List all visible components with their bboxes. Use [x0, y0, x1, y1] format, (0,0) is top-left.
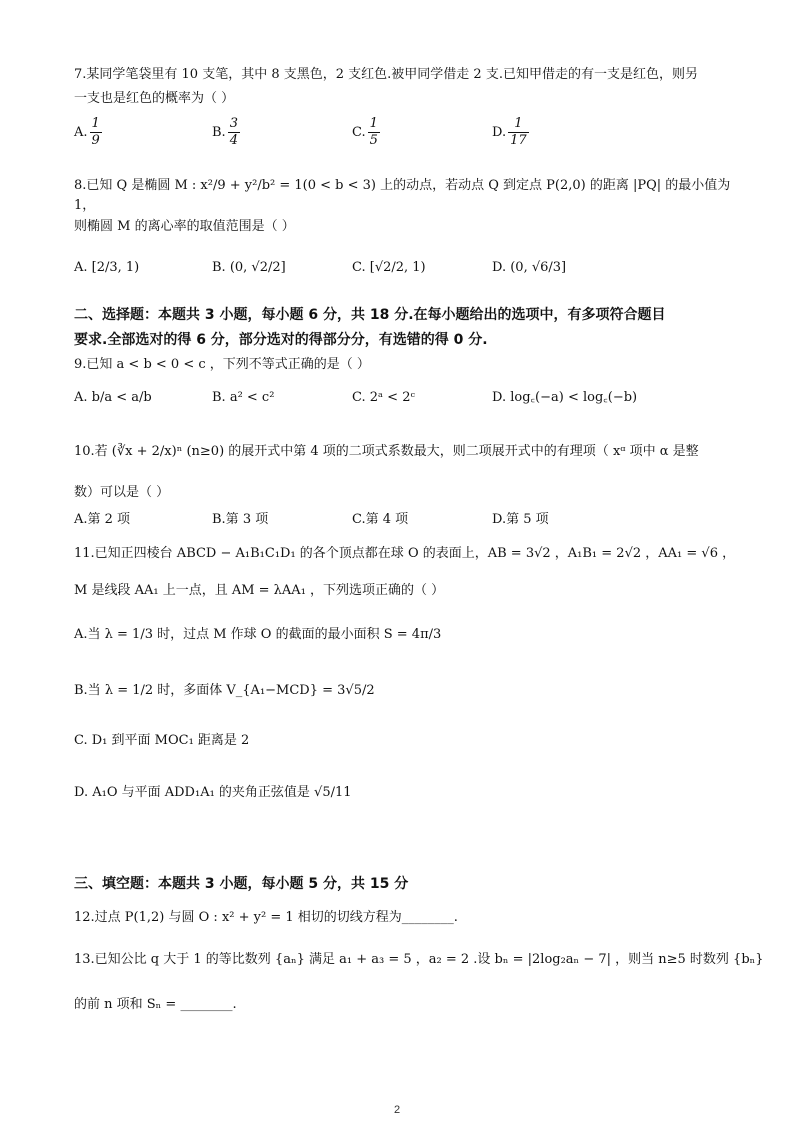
option-label: A.	[74, 125, 88, 140]
q11-stem-line1: 11.已知正四棱台 ABCD − A₁B₁C₁D₁ 的各个顶点都在球 O 的表面上，AB = 3√2 ，A₁B₁ = 2√2 ，AA₁ = √6 ，	[74, 546, 736, 561]
q10-option-c: C.第 4 项	[352, 512, 409, 527]
q9-option-c: C. 2ᵃ < 2ᶜ	[352, 390, 415, 405]
q10-stem-line2: 数）可以是（ ）	[74, 485, 170, 500]
q7-option-a	[74, 116, 104, 149]
q8-option-b: B. (0, √2/2]	[212, 260, 286, 275]
q13-stem-line1: 13.已知公比 q 大于 1 的等比数列 {aₙ} 满足 a₁ + a₃ = 5 ，a₂ = 2 .设 bₙ = |2log₂aₙ − 7| ，则当 n≥5 时数列 {bₙ}	[74, 952, 764, 967]
section-heading-fill-in: 三、填空题：本题共 3 小题，每小题 5 分，共 15 分	[74, 876, 409, 892]
q9-option-a: A. b/a < a/b	[74, 390, 152, 405]
q10-option-d: D.第 5 项	[492, 512, 549, 527]
section-heading-multiple-choice: 二、选择题：本题共 3 小题，每小题 6 分，共 18 分.在每小题给出的选项中，有多项符合题目	[74, 307, 666, 323]
q9-stem: 9.已知 a < b < 0 < c ，下列不等式正确的是（ ）	[74, 357, 370, 372]
section-heading-multiple-choice-rules: 要求.全部选对的得 6 分，部分选对的得部分分，有选错的得 0 分.	[74, 332, 488, 348]
q8-option-c: C. [√2/2, 1)	[352, 260, 426, 275]
q7-option-c	[352, 116, 382, 149]
q11-option-d: D. A₁O 与平面 ADD₁A₁ 的夹角正弦值是 √5/11	[74, 785, 352, 800]
q13-stem-line2: 的前 n 项和 Sₙ = ________.	[74, 997, 237, 1012]
q10-stem-line1: 10.若 (∛x + 2/x)ⁿ (n≥0) 的展开式中第 4 项的二项式系数最大，则二项展开式中的有理项（ xᵅ 项中 α 是整	[74, 444, 699, 459]
q10-option-a: A.第 2 项	[74, 512, 131, 527]
q8-stem-line1: 8.已知 Q 是椭圆 M : x²/9 + y²/b² = 1(0 < b < 3) 上的动点，若动点 Q 到定点 P(2,0) 的距离 |PQ| 的最小值为 1，	[74, 178, 731, 213]
page-number: 2	[393, 1104, 401, 1116]
q7-option-d	[492, 116, 531, 149]
q11-option-b: B.当 λ = 1/2 时，多面体 V_{A₁−MCD} = 3√5/2	[74, 683, 375, 698]
q8-stem-line2: 则椭圆 M 的离心率的取值范围是（ ）	[74, 219, 295, 234]
option-label: D.	[492, 125, 507, 140]
q8-option-a: A. [2/3, 1)	[74, 260, 140, 275]
q7-stem-line1: 7.某同学笔袋里有 10 支笔，其中 8 支黑色，2 支红色.被甲同学借走 2 支.已知甲借走的有一支是红色，则另	[74, 67, 698, 82]
fraction: $\frac{3}{4}$	[229, 116, 238, 148]
option-label: C.	[352, 125, 366, 140]
q11-option-c: C. D₁ 到平面 MOC₁ 距离是 2	[74, 733, 250, 748]
q12-stem: 12.过点 P(1,2) 与圆 O : x² + y² = 1 相切的切线方程为________.	[74, 910, 458, 925]
q8-option-d: D. (0, √6/3]	[492, 260, 567, 275]
fraction: $\frac{1}{17}$	[510, 116, 527, 148]
q11-option-a: A.当 λ = 1/3 时，过点 M 作球 O 的截面的最小面积 S = 4π/3	[74, 627, 442, 642]
q7-option-b	[212, 116, 242, 149]
q9-option-d: D. log꜀(−a) < log꜀(−b)	[492, 390, 638, 405]
q9-option-b: B. a² < c²	[212, 390, 275, 405]
option-label: B.	[212, 125, 226, 140]
fraction: $\frac{1}{9}$	[91, 116, 100, 148]
fraction: $\frac{1}{5}$	[369, 116, 378, 148]
q7-stem-line2: 一支也是红色的概率为（ ）	[74, 91, 235, 106]
q10-option-b: B.第 3 项	[212, 512, 269, 527]
q11-stem-line2: M 是线段 AA₁ 上一点，且 AM = λAA₁ ，下列选项正确的（ ）	[74, 583, 445, 598]
